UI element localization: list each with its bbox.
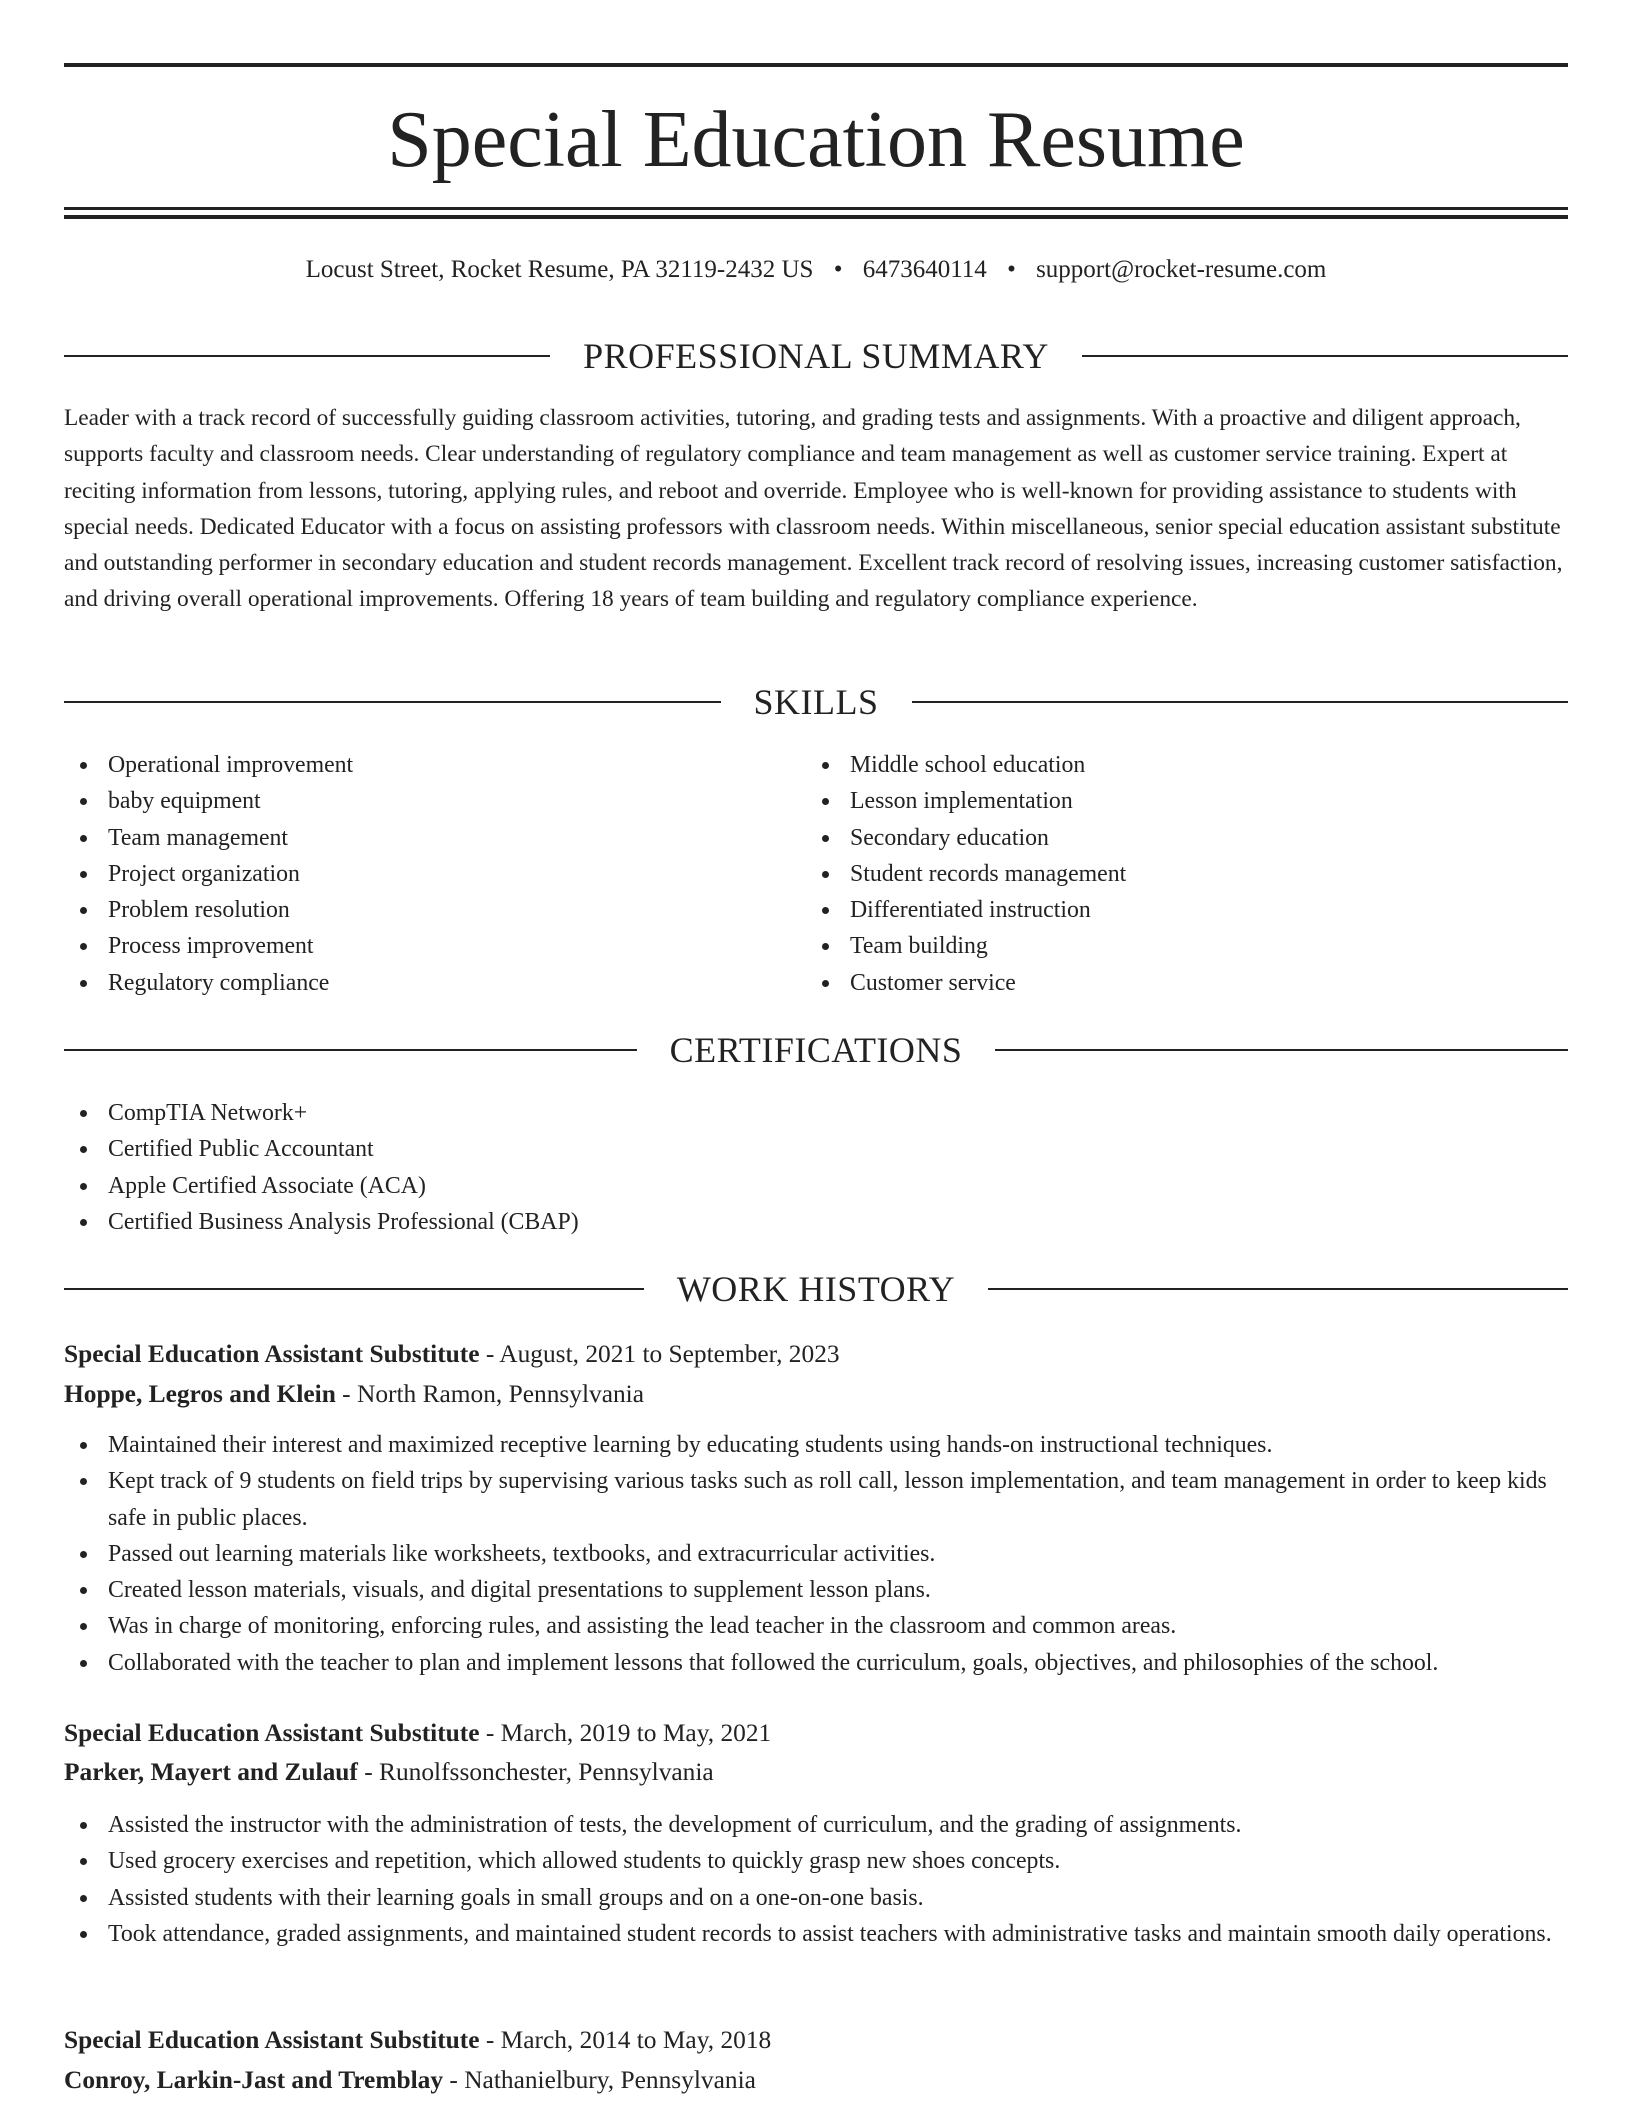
list-item: Assisted students with their learning goals in small groups and on a one-on-one basis. (64, 1880, 1568, 1916)
list-item: Differentiated instruction (806, 892, 1568, 928)
job-company-line (64, 2060, 1568, 2100)
heading-rule (64, 355, 550, 357)
job-bullet-list (64, 1807, 1568, 1952)
list-item: Problem resolution (64, 892, 804, 928)
list-item: Process improvement (64, 928, 804, 964)
job-location: - North Ramon, Pennsylvania (335, 1380, 644, 1408)
job-title-line (64, 1713, 1568, 1753)
list-item: Middle school education (806, 747, 1568, 783)
section-heading-certifications (64, 1028, 1568, 1072)
list-item: Team building (806, 928, 1568, 964)
job-title-line (64, 1334, 1568, 1374)
section-title: SKILLS (753, 682, 879, 722)
list-item: Used grocery exercises and repetition, which allowed students to quickly grasp new shoes concepts. (64, 1843, 1568, 1879)
title-rule-upper (64, 207, 1568, 210)
summary-text: Leader with a track record of successfully guiding classroom activities, tutoring, and grading tests and assignments. With a proactive and diligent approach, supports faculty and classroom needs. Clear understanding of regulatory compliance and team management as well as customer service training. Expert at reciting information from lessons, tutoring, applying rules, and reboot and override. Employee who is well-known for providing assistance to students with special needs. Dedicated Educator with a focus on assisting professors with classroom needs. Within miscellaneous, senior special education assistant substitute and outstanding performer in secondary education and student records management. Excellent track record of resolving issues, increasing customer satisfaction, and driving overall operational improvements. Offering 18 years of team building and regulatory compliance experience. (64, 405, 1563, 613)
list-item: Was in charge of monitoring, enforcing rules, and assisting the lead teacher in the classroom and common areas. (64, 1608, 1568, 1644)
section-title: WORK HISTORY (676, 1269, 956, 1309)
skills-list-left (64, 747, 804, 1001)
heading-rule (64, 1049, 637, 1051)
list-item: Secondary education (806, 820, 1568, 856)
heading-rule (64, 1288, 644, 1290)
list-item: Created lesson materials, visuals, and digital presentations to supplement lesson plans. (64, 1572, 1568, 1608)
heading-rule (995, 1049, 1568, 1051)
list-item: Kept track of 9 students on field trips by supervising various tasks such as roll call, lesson implementation, and team management in order to keep kids safe in public places. (64, 1463, 1568, 1536)
job-location: - Nathanielbury, Pennsylvania (443, 2066, 756, 2094)
list-item: CompTIA Network+ (64, 1095, 1568, 1131)
contact-phone: 6473640114 (862, 256, 987, 283)
list-item: Passed out learning materials like worksheets, textbooks, and extracurricular activities. (64, 1536, 1568, 1572)
heading-rule (64, 701, 721, 703)
list-item: Maintained their interest and maximized receptive learning by educating students using hands-on instructional techniques. (64, 1427, 1568, 1463)
job-dates: - August, 2021 to September, 2023 (479, 1340, 840, 1368)
section-heading-summary (64, 334, 1568, 378)
contact-line (64, 252, 1568, 288)
list-item: Apple Certified Associate (ACA) (64, 1168, 1568, 1204)
job-company-line (64, 1752, 1568, 1792)
job-title: Special Education Assistant Substitute (64, 1719, 480, 1747)
list-item: Assisted the instructor with the administration of tests, the development of curriculum, and the grading of assignments. (64, 1807, 1568, 1843)
certifications-list (64, 1095, 1568, 1240)
job-dates: - March, 2014 to May, 2018 (479, 2026, 772, 2054)
heading-rule (912, 701, 1569, 703)
list-item: Student records management (806, 856, 1568, 892)
section-title: CERTIFICATIONS (669, 1030, 963, 1070)
list-item: Project organization (64, 856, 804, 892)
heading-rule (1082, 355, 1568, 357)
job-location: - Runolfssonchester, Pennsylvania (357, 1758, 714, 1786)
job-title: Special Education Assistant Substitute (64, 1340, 480, 1368)
list-item: Customer service (806, 965, 1568, 1001)
heading-rule (988, 1288, 1568, 1290)
job-company: Conroy, Larkin-Jast and Tremblay (64, 2066, 444, 2094)
job-title: Special Education Assistant Substitute (64, 2026, 480, 2054)
job-dates: - March, 2019 to May, 2021 (479, 1719, 772, 1747)
job-company-line (64, 1374, 1568, 1414)
title-rule-lower (64, 215, 1568, 219)
list-item: Certified Public Accountant (64, 1131, 1568, 1167)
list-item: Team management (64, 820, 804, 856)
contact-email: support@rocket-resume.com (1036, 256, 1327, 283)
contact-address: Locust Street, Rocket Resume, PA 32119-2432 US (305, 256, 814, 283)
job-bullet-list (64, 1427, 1568, 1681)
list-item: Took attendance, graded assignments, and maintained student records to assist teachers with administrative tasks and maintain smooth daily operations. (64, 1916, 1568, 1952)
job-company: Hoppe, Legros and Klein (64, 1380, 336, 1408)
section-title: PROFESSIONAL SUMMARY (583, 336, 1049, 376)
list-item: Regulatory compliance (64, 965, 804, 1001)
list-item: Collaborated with the teacher to plan and implement lessons that followed the curriculum, goals, objectives, and philosophies of the school. (64, 1645, 1568, 1681)
contact-separator: • (1007, 256, 1016, 283)
skills-list-right (806, 747, 1568, 1001)
resume-title: Special Education Resume (387, 96, 1245, 184)
list-item: Operational improvement (64, 747, 804, 783)
section-heading-work-history (64, 1267, 1568, 1311)
list-item: Lesson implementation (806, 783, 1568, 819)
list-item: baby equipment (64, 783, 804, 819)
top-rule (64, 63, 1568, 67)
contact-separator: • (833, 256, 843, 283)
section-heading-skills (64, 680, 1568, 724)
job-title-line (64, 2020, 1568, 2060)
list-item: Certified Business Analysis Professional (CBAP) (64, 1204, 1568, 1240)
job-company: Parker, Mayert and Zulauf (64, 1758, 358, 1786)
